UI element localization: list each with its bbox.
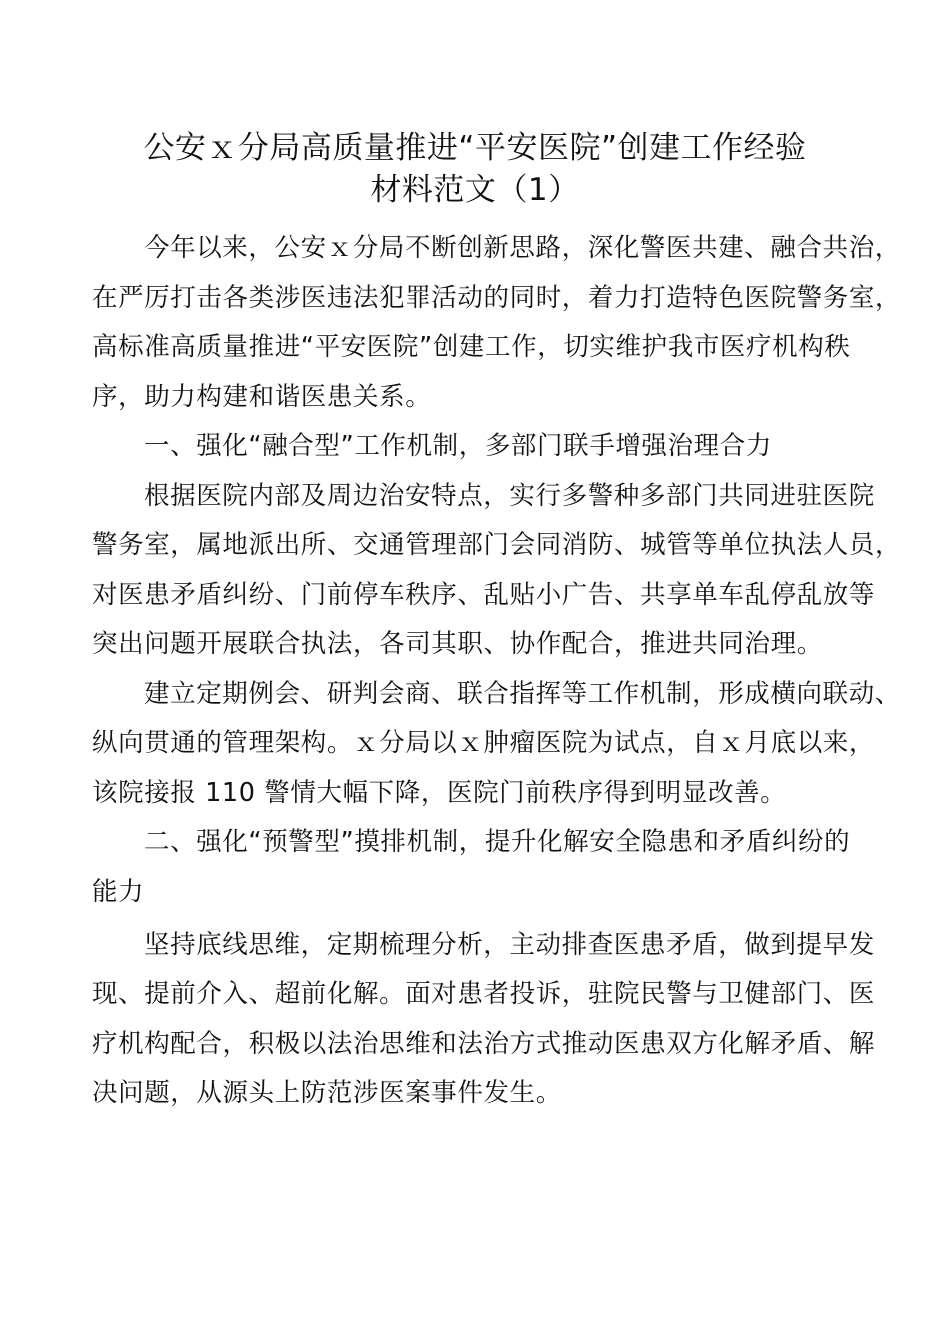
paragraph-3-line-2: 纵向贯通的管理架构。ｘ分局以ｘ肿瘤医院为试点，自ｘ月底以来， [92,728,876,758]
paragraph-4-line-2: 现、提前介入、超前化解。面对患者投诉，驻院民警与卫健部门、医 [92,979,876,1009]
paragraph-3-line-1: 建立定期例会、研判会商、联合指挥等工作机制，形成横向联动、 [144,678,901,709]
paragraph-4-line-3: 疗机构配合，积极以法治思维和法治方式推动医患双方化解矛盾、解 [92,1028,876,1059]
paragraph-1-line-4: 序，助力构建和谐医患关系。 [92,381,432,412]
paragraph-1-line-3: 高标准高质量推进“平安医院”创建工作，切实维护我市医疗机构秩 [92,332,851,362]
paragraph-2-line-4: 突出问题开展联合执法，各司其职、协作配合，推进共同治理。 [92,629,823,659]
paragraph-2-line-3: 对医患矛盾纠纷、门前停车秩序、乱贴小广告、共享单车乱停乱放等 [92,579,876,610]
paragraph-1-line-1: 今年以来，公安ｘ分局不断创新思路，深化警医共建、融合共治， [144,233,901,263]
paragraph-1-line-2: 在严厉打击各类涉医违法犯罪活动的同时，着力打造特色医院警务室， [92,282,902,313]
paragraph-2-line-1: 根据医院内部及周边治安特点，实行多警种多部门共同进驻医院 [144,480,875,511]
paragraph-4-line-4: 决问题，从源头上防范涉医案事件发生。 [92,1078,562,1108]
section-heading-1: 一、强化“融合型”工作机制，多部门联手增强治理合力 [144,431,772,461]
section-heading-2-line-2: 能力 [92,876,145,907]
document-title-line-1: 公安ｘ分局高质量推进“平安医院”创建工作经验 [143,130,807,166]
document-title-line-2: 材料范文（1） [370,172,580,208]
paragraph-2-line-2: 警务室，属地派出所、交通管理部门会同消防、城管等单位执法人员， [92,530,902,560]
section-heading-2-line-1: 二、强化“预警型”摸排机制，提升化解安全隐患和矛盾纠纷的 [144,827,851,857]
paragraph-3-line-3: 该院接报 110 警情大幅下降，医院门前秩序得到明显改善。 [92,777,787,808]
paragraph-4-line-1: 坚持底线思维，定期梳理分析，主动排查医患矛盾，做到提早发 [144,929,875,960]
document-body [92,226,902,1121]
